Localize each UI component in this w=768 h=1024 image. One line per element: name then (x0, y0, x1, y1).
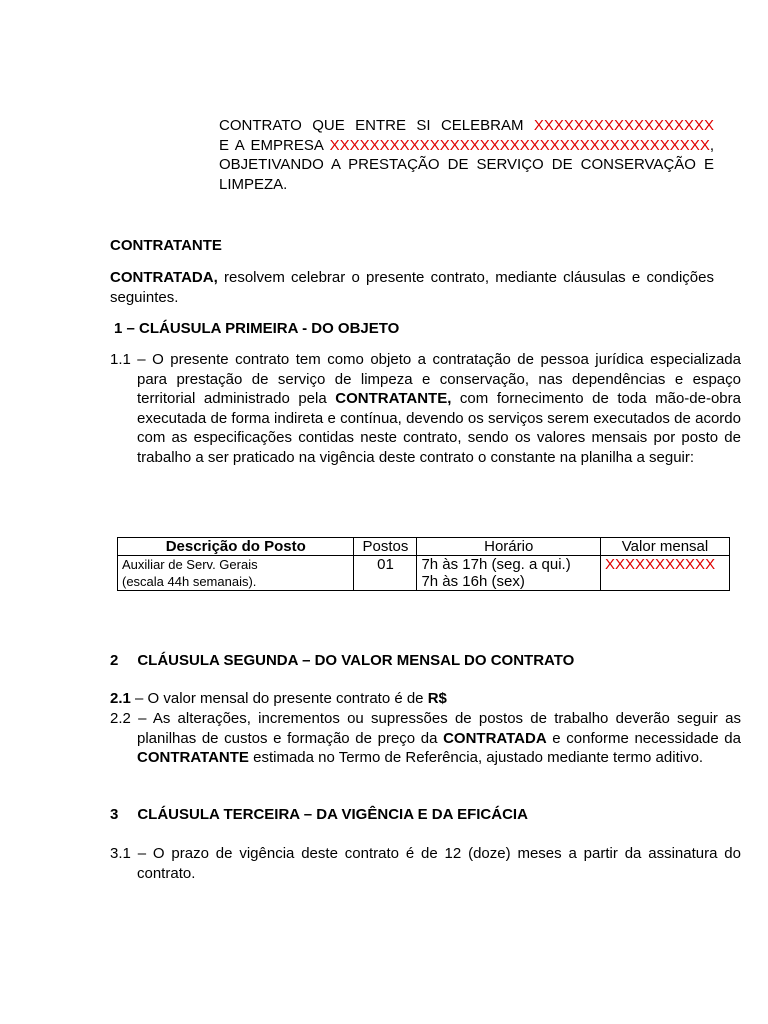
header-line-3: OBJETIVANDO A PRESTAÇÃO DE SERVIÇO DE CONSERVAÇÃO E (219, 156, 714, 173)
clause-2-title-text: CLÁUSULA SEGUNDA – DO VALOR MENSAL DO CONTRATO (137, 652, 575, 669)
clause-1-1-text-a: 1.1 – O presente contrato tem como objeto a contratação de pessoa jurídica especializada para prestação de serviço de limpeza e conservação, nas dependências e espaço territorial administrado pela (110, 351, 741, 407)
table-header-valor: Valor mensal (601, 538, 730, 556)
header-line-1-text: CONTRATO QUE ENTRE SI CELEBRAM (219, 117, 534, 134)
clause-3-title (110, 805, 714, 825)
contract-header (219, 116, 714, 194)
header-placeholder-contratante: XXXXXXXXXXXXXXXXXX (533, 117, 714, 134)
clause-2-1-number: 2.1 (110, 690, 131, 707)
clause-2-2-contratada: CONTRATADA (443, 729, 547, 747)
table-cell-horario (417, 556, 601, 591)
header-line-2 (219, 136, 714, 156)
table-header-postos: Postos (354, 538, 417, 556)
clause-2-1-currency: R$ (427, 690, 447, 707)
table-row (118, 556, 730, 591)
table-cell-postos: 01 (354, 556, 417, 591)
table-header-horario: Horário (417, 538, 601, 556)
descricao-line-1: Auxiliar de Serv. Gerais (122, 557, 258, 572)
contratada-label: CONTRATADA, (110, 269, 218, 286)
header-line-2-text: E A EMPRESA (219, 136, 330, 154)
clause-1-1-paragraph (110, 350, 741, 467)
contratante-label: CONTRATANTE (110, 237, 222, 254)
clause-1-title: 1 – CLÁUSULA PRIMEIRA - DO OBJETO (114, 320, 400, 337)
table-cell-valor: XXXXXXXXXXX (601, 556, 730, 591)
clause-2-1-text: – O valor mensal do presente contrato é de (130, 690, 428, 707)
horario-line-2: 7h às 16h (sex) (421, 573, 525, 590)
clause-2-2-paragraph (110, 709, 741, 768)
table-header-row (118, 538, 730, 556)
header-placeholder-empresa: XXXXXXXXXXXXXXXXXXXXXXXXXXXXXXXXXXXXXX (329, 136, 710, 154)
clause-1-1-text-c: com fornecimento de toda mão-de-obra executada de forma indireta e contínua, devendo os serviços serem executados de acordo com as especificações contidas neste contrato, sendo os valores mensais por posto de trabalho a ser praticado na vigência deste contrato o constante na planilha a seguir: (137, 390, 741, 466)
table-header-descricao: Descrição do Posto (118, 538, 354, 556)
clause-2-2-text-c: e conforme necessidade da (546, 729, 741, 747)
clause-2-title (110, 651, 714, 671)
contratada-text: resolvem celebrar o presente contrato, mediante cláusulas e condições seguintes. (110, 269, 714, 306)
clause-2-2-text-e: estimada no Termo de Referência, ajustado mediante termo aditivo. (248, 749, 704, 766)
horario-line-1: 7h às 17h (seg. a qui.) (421, 556, 571, 573)
clause-3-number: 3 (110, 806, 119, 823)
contratada-paragraph (110, 268, 714, 307)
clause-2-number: 2 (110, 652, 119, 669)
table-cell-descricao (118, 556, 354, 591)
clause-2-1-paragraph (110, 689, 714, 709)
header-line-1 (219, 116, 714, 136)
posts-table (117, 537, 730, 591)
clause-2-2-text-a: 2.2 – As alterações, incrementos ou supressões de postos de trabalho deverão seguir as planilhas de custos e formação de preço da (110, 710, 741, 747)
descricao-line-2: (escala 44h semanais). (122, 574, 257, 589)
clause-3-1-paragraph: 3.1 – O prazo de vigência deste contrato é de 12 (doze) meses a partir da assinatura do contrato. (110, 845, 741, 882)
header-line-2-comma: , (709, 136, 714, 154)
clause-2-2-contratante: CONTRATANTE (137, 749, 249, 766)
clause-1-1-contratante: CONTRATANTE, (335, 390, 452, 407)
clause-3-title-text: CLÁUSULA TERCEIRA – DA VIGÊNCIA E DA EFICÁCIA (137, 806, 528, 823)
header-line-4: LIMPEZA. (219, 175, 288, 193)
